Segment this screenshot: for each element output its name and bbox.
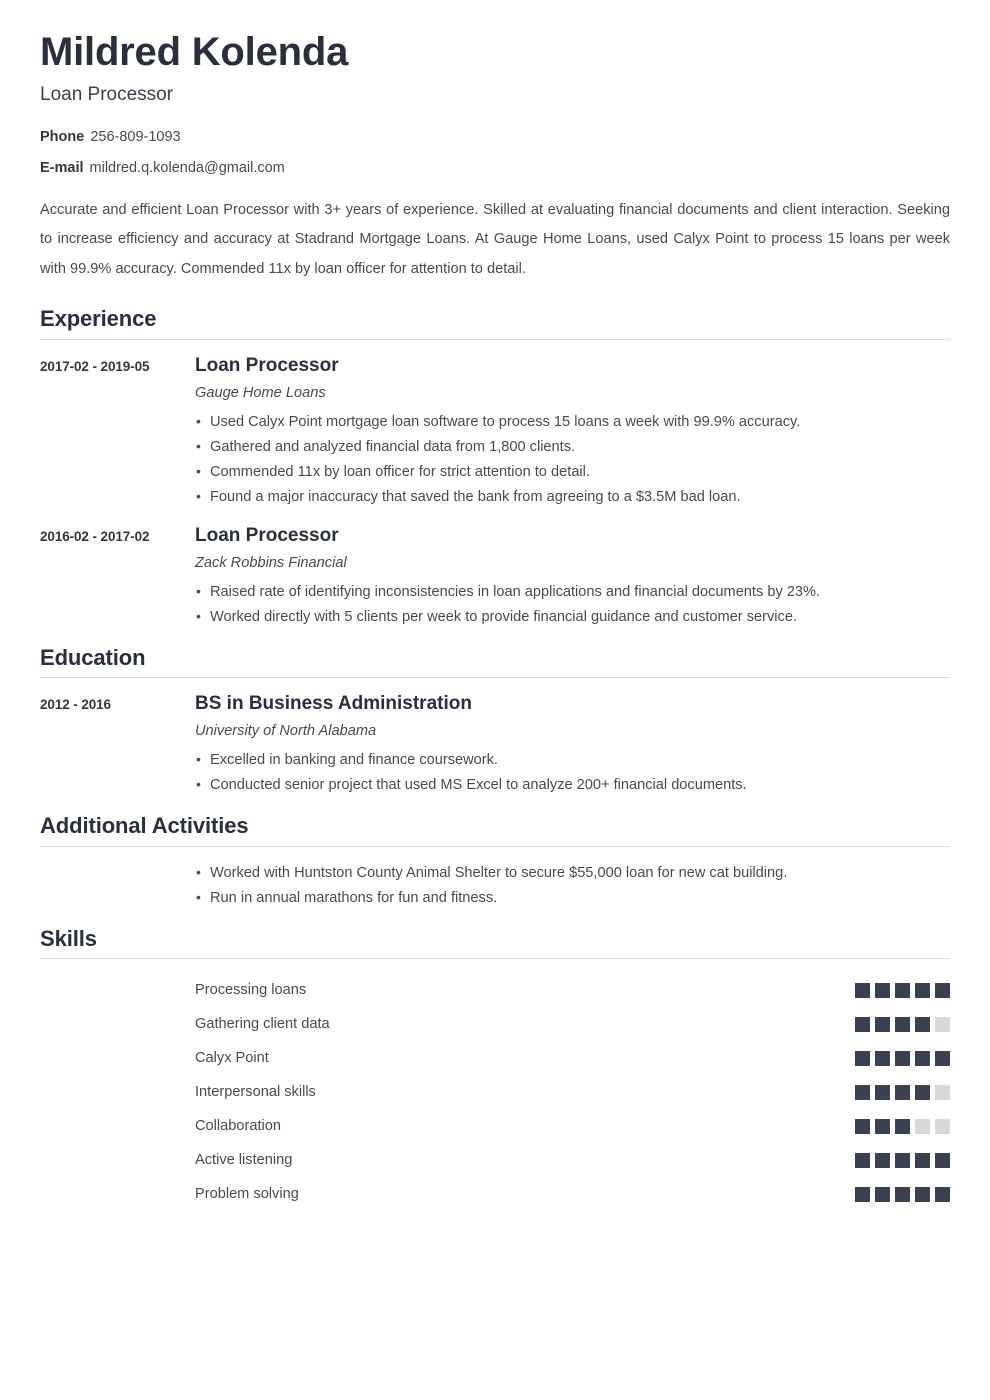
list-item: • Used Calyx Point mortgage loan software to process 15 loans a week with 99.9% accuracy. <box>195 410 950 435</box>
rating-square-filled <box>915 1153 930 1168</box>
resume-header <box>40 30 950 178</box>
section-divider <box>40 339 950 340</box>
section-divider <box>40 958 950 959</box>
skill-row <box>195 1177 950 1211</box>
skill-row <box>195 1109 950 1143</box>
list-item: • Conducted senior project that used MS Excel to analyze 200+ financial documents. <box>195 773 950 798</box>
rating-square-filled <box>875 1153 890 1168</box>
section-divider <box>40 846 950 847</box>
rating-square-filled <box>915 1051 930 1066</box>
rating-square-filled <box>875 1119 890 1134</box>
additional-activities-bullet-list <box>195 861 950 911</box>
skill-rating <box>855 1051 950 1066</box>
rating-square-empty <box>935 1085 950 1100</box>
additional-activities-body <box>195 861 950 911</box>
skill-name: Processing loans <box>195 981 307 998</box>
additional-activities-entry <box>40 861 950 911</box>
section-skills <box>40 925 950 1212</box>
skill-rating <box>855 1085 950 1100</box>
skill-row <box>195 1007 950 1041</box>
education-entry <box>40 692 950 798</box>
section-heading-skills: Skills <box>40 925 97 951</box>
skill-rating <box>855 1017 950 1032</box>
experience-bullet-list <box>195 410 950 510</box>
rating-square-filled <box>875 1085 890 1100</box>
experience-organization: Gauge Home Loans <box>195 384 326 401</box>
experience-dates: 2017-02 - 2019-05 <box>40 358 150 374</box>
experience-bullet-list <box>195 580 950 630</box>
rating-square-filled <box>875 1051 890 1066</box>
education-entry-body <box>195 692 950 798</box>
skill-name: Calyx Point <box>195 1049 269 1066</box>
list-item: • Raised rate of identifying inconsistencies in loan applications and financial documents by 23%. <box>195 580 950 605</box>
skill-row <box>195 973 950 1007</box>
rating-square-filled <box>855 1153 870 1168</box>
entry-spacer <box>40 512 950 524</box>
list-item: • Worked directly with 5 clients per week to provide financial guidance and customer service. <box>195 605 950 630</box>
education-bullet-list <box>195 748 950 798</box>
experience-entry <box>40 524 950 630</box>
skill-rating <box>855 1153 950 1168</box>
rating-square-filled <box>915 1187 930 1202</box>
section-heading-additional-activities: Additional Activities <box>40 813 249 839</box>
rating-square-filled <box>855 1085 870 1100</box>
list-item: • Worked with Huntston County Animal Shelter to secure $55,000 loan for new cat building. <box>195 861 950 886</box>
candidate-name: Mildred Kolenda <box>40 30 349 74</box>
skill-name: Gathering client data <box>195 1015 330 1032</box>
section-divider <box>40 677 950 678</box>
rating-square-filled <box>915 1085 930 1100</box>
rating-square-filled <box>895 1187 910 1202</box>
experience-title: Loan Processor <box>195 524 339 546</box>
section-education <box>40 644 950 798</box>
skill-name: Problem solving <box>195 1185 299 1202</box>
experience-entry-body <box>195 524 950 630</box>
rating-square-filled <box>915 1017 930 1032</box>
list-item: • Gathered and analyzed financial data from 1,800 clients. <box>195 435 950 460</box>
rating-square-filled <box>895 983 910 998</box>
rating-square-filled <box>935 1153 950 1168</box>
skill-name: Collaboration <box>195 1117 281 1134</box>
rating-square-empty <box>935 1017 950 1032</box>
experience-entry <box>40 354 950 510</box>
rating-square-filled <box>895 1085 910 1100</box>
list-item: • Found a major inaccuracy that saved the bank from agreeing to a $3.5M bad loan. <box>195 485 950 510</box>
rating-square-filled <box>935 983 950 998</box>
rating-square-filled <box>855 1187 870 1202</box>
rating-square-filled <box>855 1119 870 1134</box>
contact-email-value: mildred.q.kolenda@gmail.com <box>89 160 285 177</box>
rating-square-filled <box>895 1153 910 1168</box>
education-degree: BS in Business Administration <box>195 693 472 715</box>
professional-summary: Accurate and efficient Loan Processor with 3+ years of experience. Skilled at evaluating financial documents and client interaction. Seeking to increase efficiency and accuracy at Stadrand Mortgage Loans. At Gauge Home Loans, used Calyx Point to process 15 loans per week with 99.9% accuracy. Commended 11x by loan officer for attention to detail. <box>40 201 950 278</box>
education-institution: University of North Alabama <box>195 723 377 740</box>
rating-square-filled <box>855 1017 870 1032</box>
contact-phone-label: Phone <box>40 128 85 145</box>
section-heading-experience: Experience <box>40 306 157 332</box>
section-experience <box>40 305 950 630</box>
rating-square-filled <box>895 1017 910 1032</box>
section-heading-education: Education <box>40 644 146 670</box>
rating-square-filled <box>875 1017 890 1032</box>
skill-row <box>195 1143 950 1177</box>
rating-square-filled <box>875 1187 890 1202</box>
rating-square-empty <box>935 1119 950 1134</box>
rating-square-filled <box>895 1051 910 1066</box>
rating-square-filled <box>895 1119 910 1134</box>
skill-rating <box>855 983 950 998</box>
rating-square-filled <box>875 983 890 998</box>
skill-row <box>195 1041 950 1075</box>
list-item: • Commended 11x by loan officer for strict attention to detail. <box>195 460 950 485</box>
skills-list <box>40 973 950 1211</box>
list-item: • Run in annual marathons for fun and fitness. <box>195 886 950 911</box>
rating-square-filled <box>855 983 870 998</box>
candidate-job-title: Loan Processor <box>40 84 174 105</box>
rating-square-filled <box>855 1051 870 1066</box>
education-dates: 2012 - 2016 <box>40 697 111 713</box>
rating-square-filled <box>935 1187 950 1202</box>
skill-rating <box>855 1187 950 1202</box>
skill-rating <box>855 1119 950 1134</box>
experience-dates: 2016-02 - 2017-02 <box>40 528 150 544</box>
skill-name: Active listening <box>195 1151 293 1168</box>
contact-email-label: E-mail <box>40 160 84 177</box>
experience-title: Loan Processor <box>195 354 339 376</box>
skill-row <box>195 1075 950 1109</box>
contact-email <box>40 160 950 177</box>
contact-phone <box>40 129 950 146</box>
skill-name: Interpersonal skills <box>195 1083 316 1100</box>
rating-square-empty <box>915 1119 930 1134</box>
rating-square-filled <box>935 1051 950 1066</box>
additional-activities-dates-spacer <box>40 861 195 865</box>
list-item: • Excelled in banking and finance coursework. <box>195 748 950 773</box>
section-additional-activities <box>40 812 950 911</box>
experience-entry-body <box>195 354 950 510</box>
rating-square-filled <box>915 983 930 998</box>
experience-organization: Zack Robbins Financial <box>195 554 347 571</box>
contact-phone-value: 256-809-1093 <box>90 128 181 145</box>
